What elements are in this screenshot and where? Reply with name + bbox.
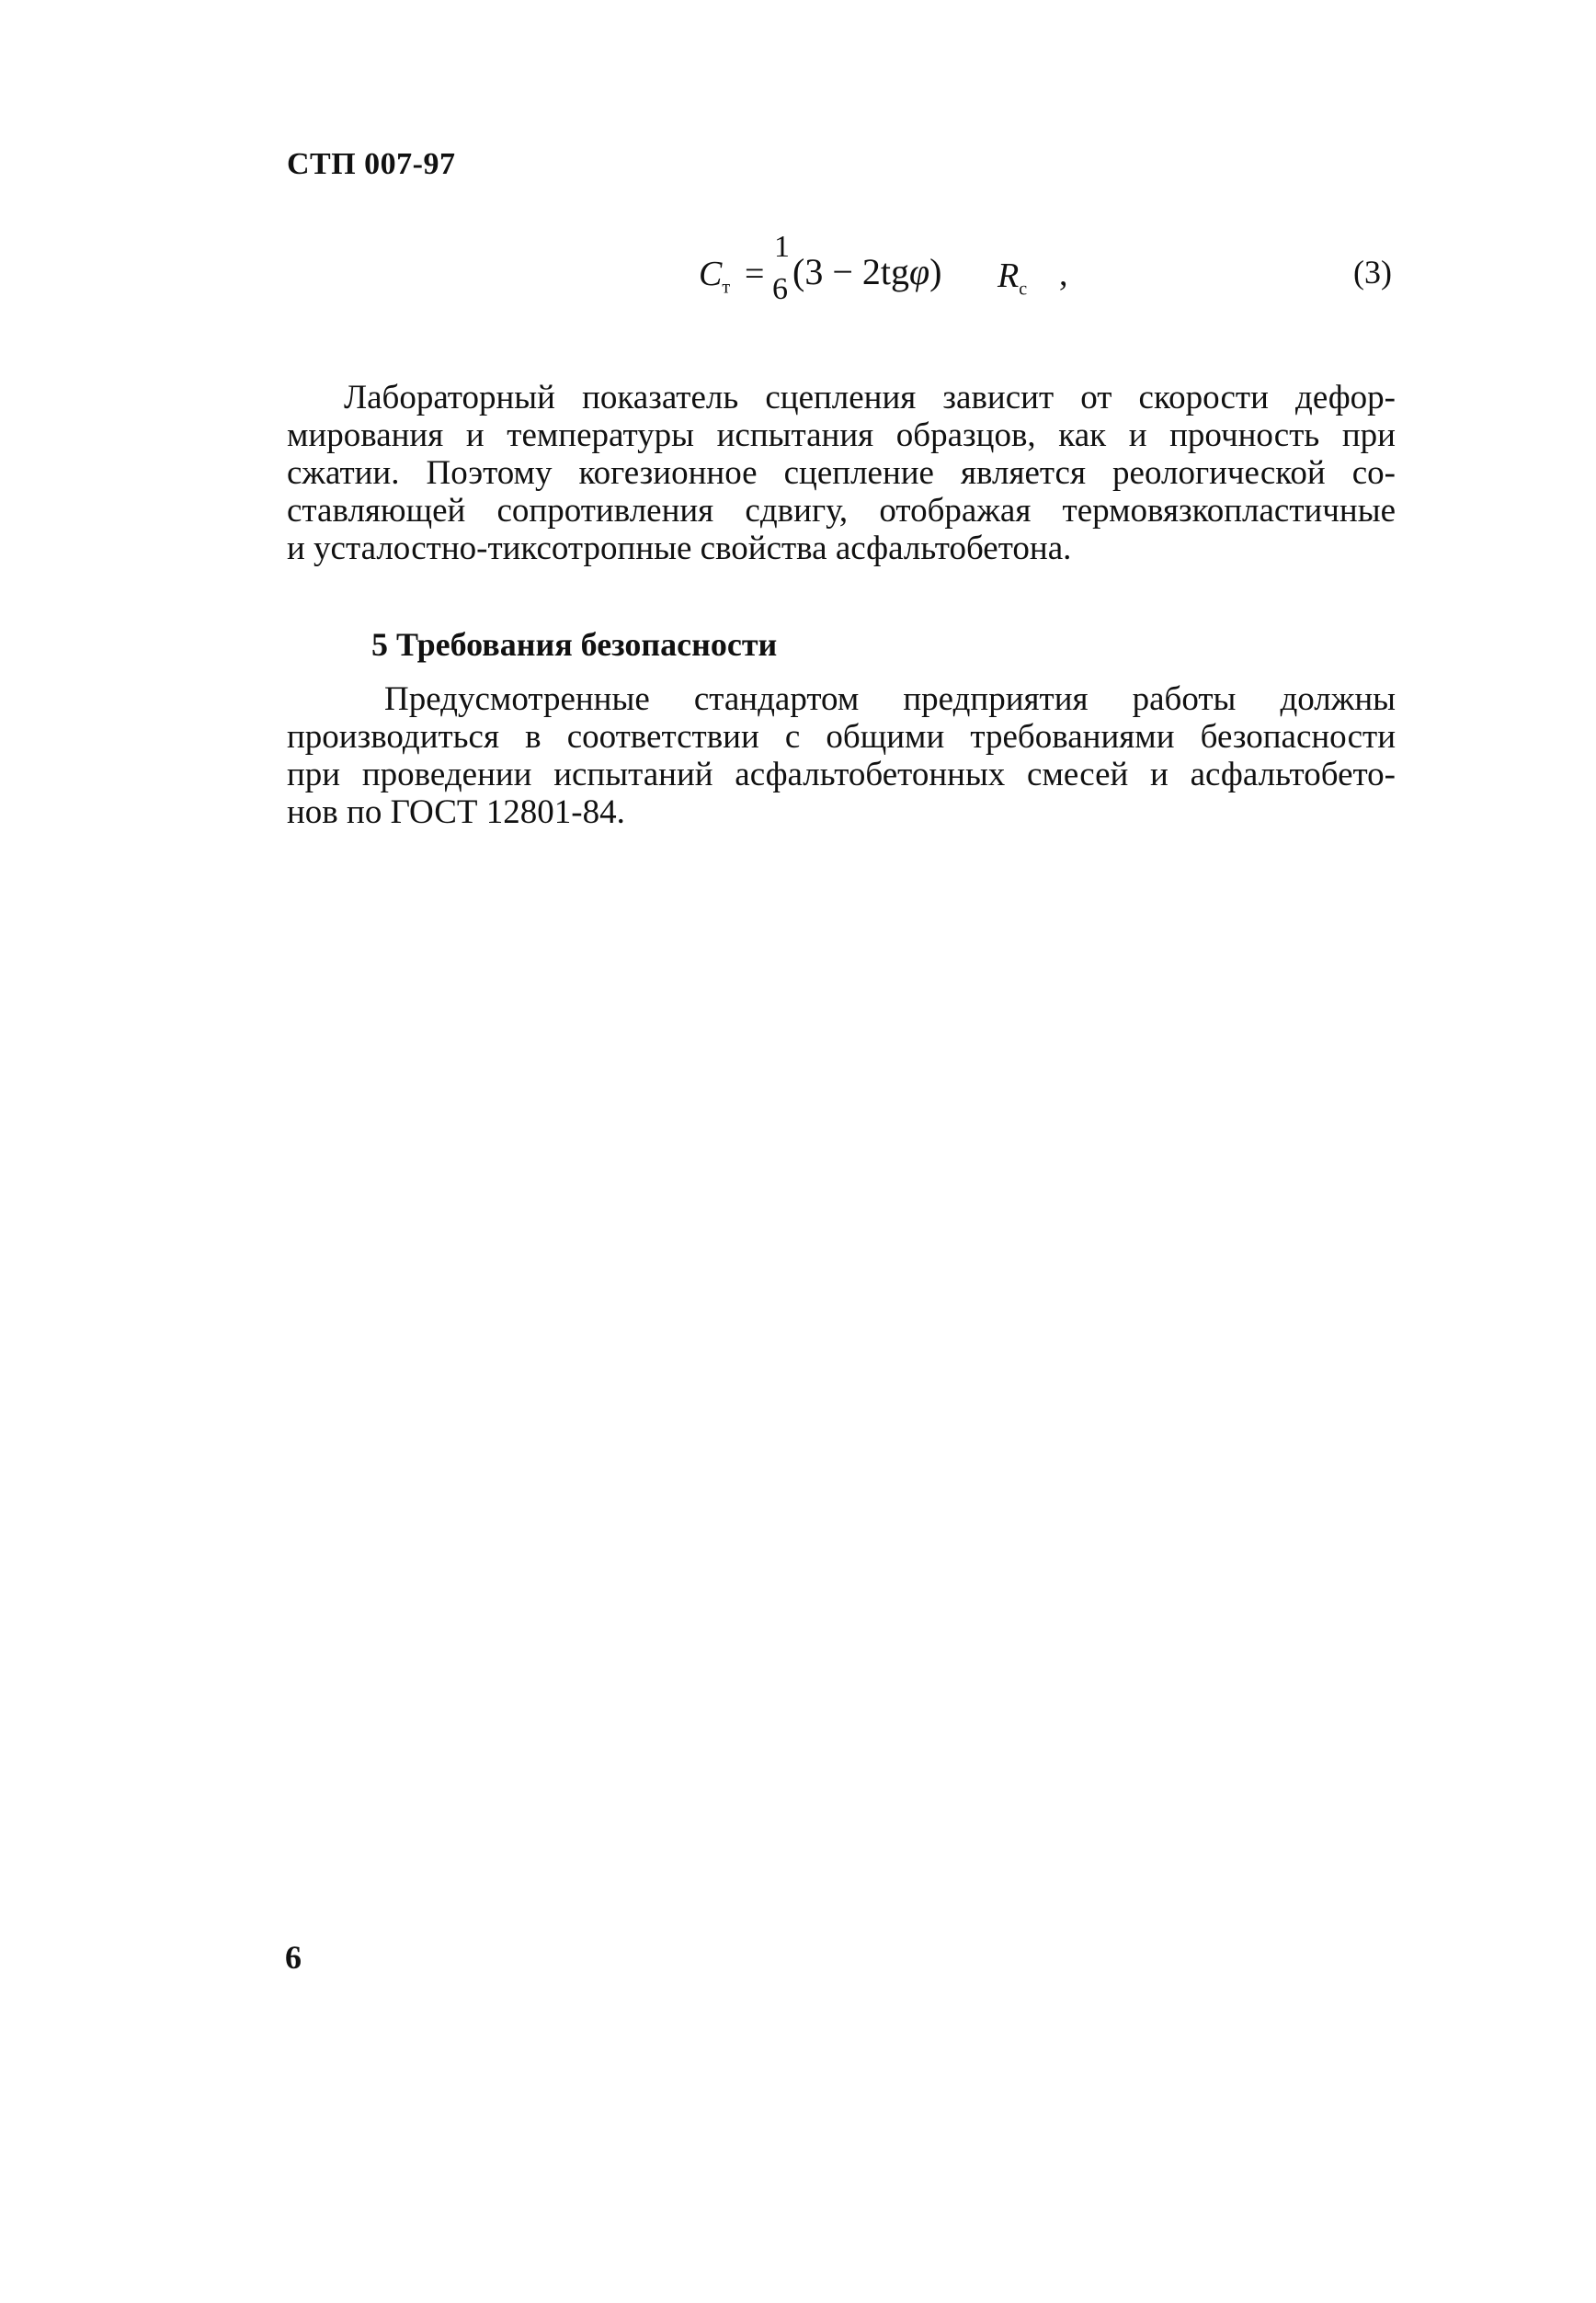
formula-3 [699, 230, 1085, 317]
formula-trailing-comma: , [1059, 255, 1068, 293]
paragraph-line: нов по ГОСТ 12801-84. [287, 793, 625, 831]
formula-expression-prefix: (3 − 2tg [792, 251, 909, 292]
formula-expression [792, 250, 941, 293]
page-number: 6 [285, 1939, 302, 1976]
paragraph-cohesion [287, 379, 1396, 567]
paragraph-line: мирования и температуры испытания образцов, как и прочность при [287, 416, 1396, 454]
paragraph-line: ставляющей сопротивления сдвигу, отображая термовязкопластичные [287, 492, 1396, 530]
formula-lhs-symbol: C [699, 255, 723, 293]
formula-lhs-subscript: т [722, 277, 731, 298]
formula-fraction-numerator: 1 [774, 230, 790, 264]
formula-expression-suffix: ) [929, 251, 942, 292]
formula-rhs-subscript: с [1019, 279, 1028, 300]
paragraph-line: сжатии. Поэтому когезионное сцепление является реологической со- [287, 454, 1396, 492]
formula-phi: φ [909, 251, 930, 292]
formula-rhs-symbol: R [998, 257, 1020, 295]
paragraph-line: Лабораторный показатель сцепления зависит от скорости дефор- [344, 379, 1396, 416]
paragraph-line: при проведении испытаний асфальтобетонных смесей и асфальтобето- [287, 756, 1396, 793]
formula-lhs [699, 254, 730, 299]
paragraph-line: Предусмотренные стандартом предприятия работы должны [384, 680, 1396, 718]
section-heading: 5 Требования безопасности [371, 626, 778, 663]
paragraph-line: производиться в соответствии с общими требованиями безопасности [287, 718, 1396, 756]
formula-fraction-denominator: 6 [772, 272, 788, 306]
formula-rhs [998, 256, 1027, 301]
document-code: СТП 007-97 [287, 147, 456, 181]
equation-number: (3) [1353, 254, 1392, 291]
paragraph-safety [287, 680, 1396, 831]
paragraph-line: и усталостно-тиксотропные свойства асфальтобетона. [287, 530, 1072, 567]
formula-equals: = [745, 255, 765, 293]
